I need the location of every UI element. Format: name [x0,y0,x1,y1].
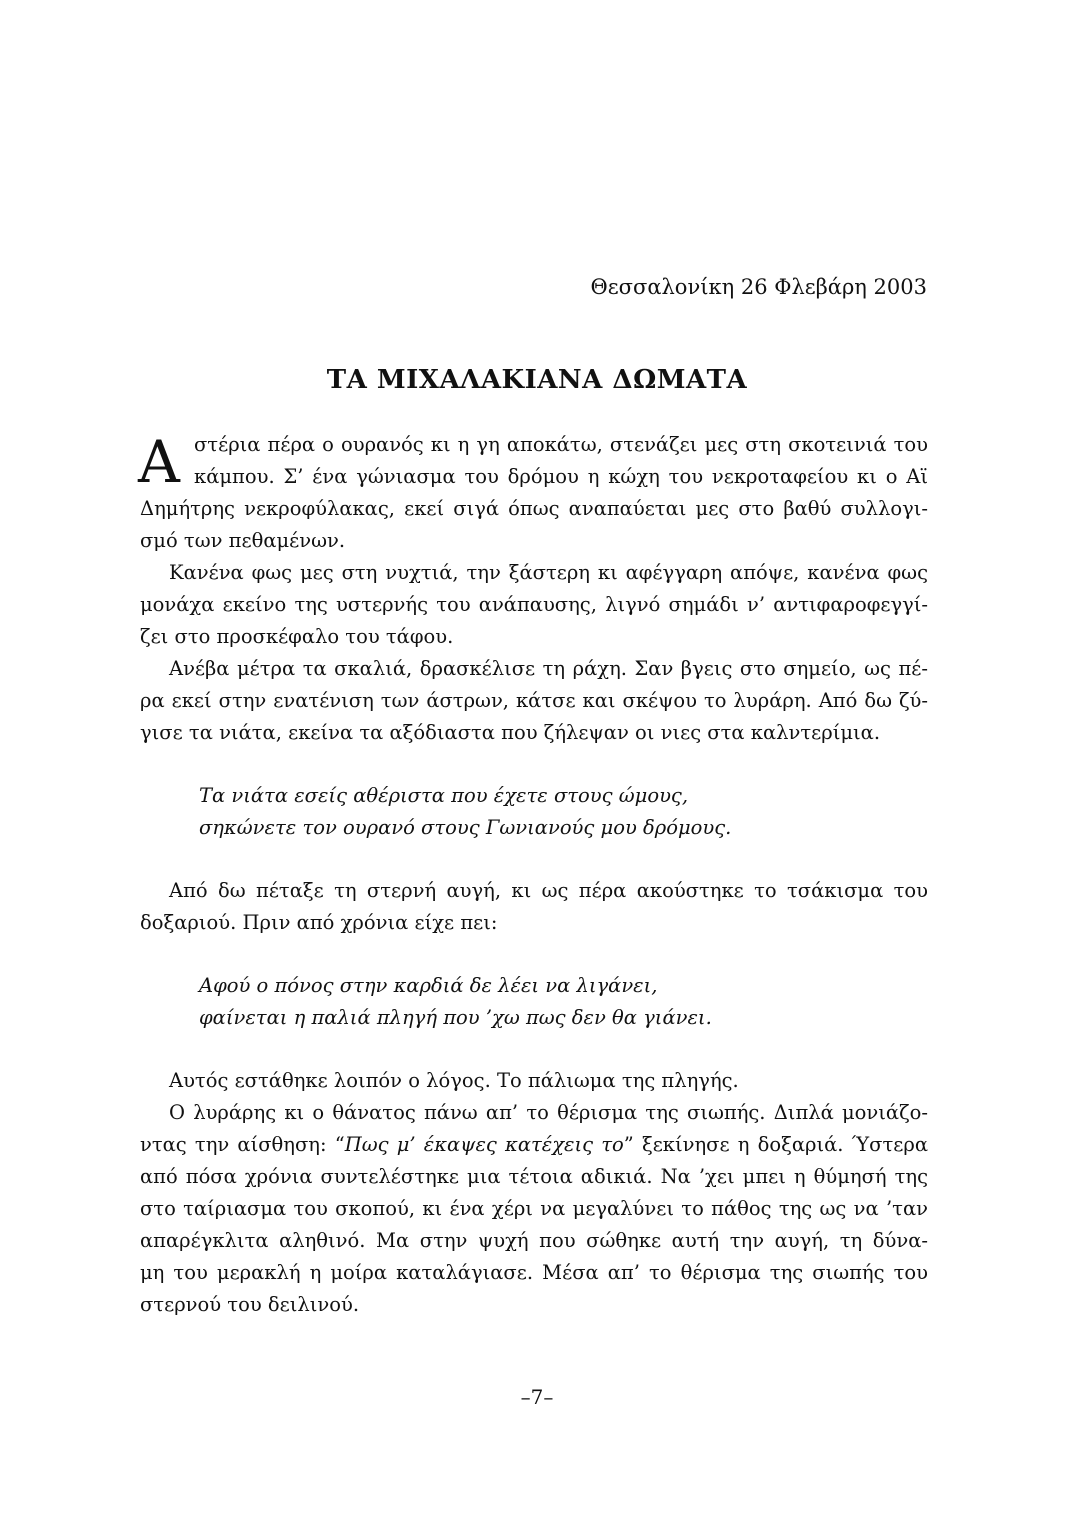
verse-line: Αφού ο πόνος στην καρδιά δε λέει να λιγάνει, [199,974,658,997]
text-line: δοξαριού. Πριν από χρόνια είχε πει: [140,911,498,934]
text-line: σμό των πεθαμένων. [140,529,346,552]
verse-line: σηκώνετε τον ουρανό στους Γωνιανούς μου δρόμους. [199,816,732,839]
text-line: γισε τα νιάτα, εκείνα τα αξόδιαστα που ζήλεψαν οι νιες στα καλντερίμια. [140,721,881,744]
text-line: ρα εκεί στην ενατένιση των άστρων, κάτσε και σκέψου το λυράρη. Από δω ζύ- [140,689,928,712]
drop-cap: Α [138,428,180,496]
text-line: από πόσα χρόνια συντελέστηκε μια τέτοια αδικιά. Να ’χει μπει η θύμησή της [140,1165,928,1188]
paragraph [140,429,928,557]
dateline: Θεσσαλονίκη 26 Φλεβάρη 2003 [590,275,927,299]
text-line: Αυτός εστάθηκε λοιπόν ο λόγος. Το πάλιωμα της πληγής. [169,1069,739,1092]
paragraph [140,557,928,653]
paragraph [140,1065,928,1097]
text-line: ζει στο προσκέφαλο του τάφου. [140,625,454,648]
text-segment: ντας την αίσθηση: “ [140,1133,345,1156]
quoted-song-title: Πως μ’ έκαψες κατέχεις το [344,1133,624,1156]
text-line: στέρια πέρα ο ουρανός κι η γη αποκάτω, στενάζει μες στη σκοτεινιά του [194,433,928,456]
text-line: απαρέγκλιτα αληθινό. Μα στην ψυχή που σώθηκε αυτή την αυγή, τη δύνα- [140,1229,928,1252]
text-line: στερνού του δειλινού. [140,1293,360,1316]
text-line: μη του μερακλή η μοίρα καταλάγιασε. Μέσα απ’ το θέρισμα της σιωπής του [140,1261,928,1284]
text-line: Κανένα φως μες στη νυχτιά, την ξάστερη κι αφέγγαρη απόψε, κανένα φως [169,561,928,584]
text-line: Από δω πέταξε τη στερνή αυγή, κι ως πέρα ακούστηκε το τσάκισμα του [169,879,928,902]
text-line: στο ταίριασμα του σκοπού, κι ένα χέρι να μεγαλύνει το πάθος της ως να ’ταν [140,1197,928,1220]
paragraph [140,875,928,939]
text-line: κάμπου. Σ’ ένα γώνιασμα του δρόμου η κώχη του νεκροταφείου κι ο Αϊ [194,465,928,488]
text-line: Δημήτρης νεκροφύλακας, εκεί σιγά όπως αναπαύεται μες στο βαθύ συλλογι- [140,497,928,520]
page-number: –7– [520,1385,554,1409]
text-line [140,1129,928,1161]
paragraph [140,1097,928,1321]
chapter-title: ΤΑ ΜΙΧΑΛΑΚΙΑΝΑ ΔΩΜΑΤΑ [326,365,748,395]
text-segment: ” ξεκίνησε η δοξαριά. Ύστερα [623,1133,928,1156]
verse-line: Τα νιάτα εσείς αθέριστα που έχετε στους ώμους, [199,784,689,807]
verse [140,970,928,1034]
text-line: Ο λυράρης κι ο θάνατος πάνω απ’ το θέρισμα της σιωπής. Διπλά μονιάζο- [169,1101,928,1124]
verse-line: φαίνεται η παλιά πληγή που ’χω πως δεν θα γιάνει. [199,1006,712,1029]
text-line: Ανέβα μέτρα τα σκαλιά, δρασκέλισε τη ράχη. Σαν βγεις στο σημείο, ως πέ- [169,657,928,680]
body-text [140,429,928,1321]
paragraph [140,653,928,749]
text-line: μονάχα εκείνο της υστερνής του ανάπαυσης, λιγνό σημάδι ν’ αντιφαροφεγγί- [140,593,928,616]
verse [140,780,928,844]
